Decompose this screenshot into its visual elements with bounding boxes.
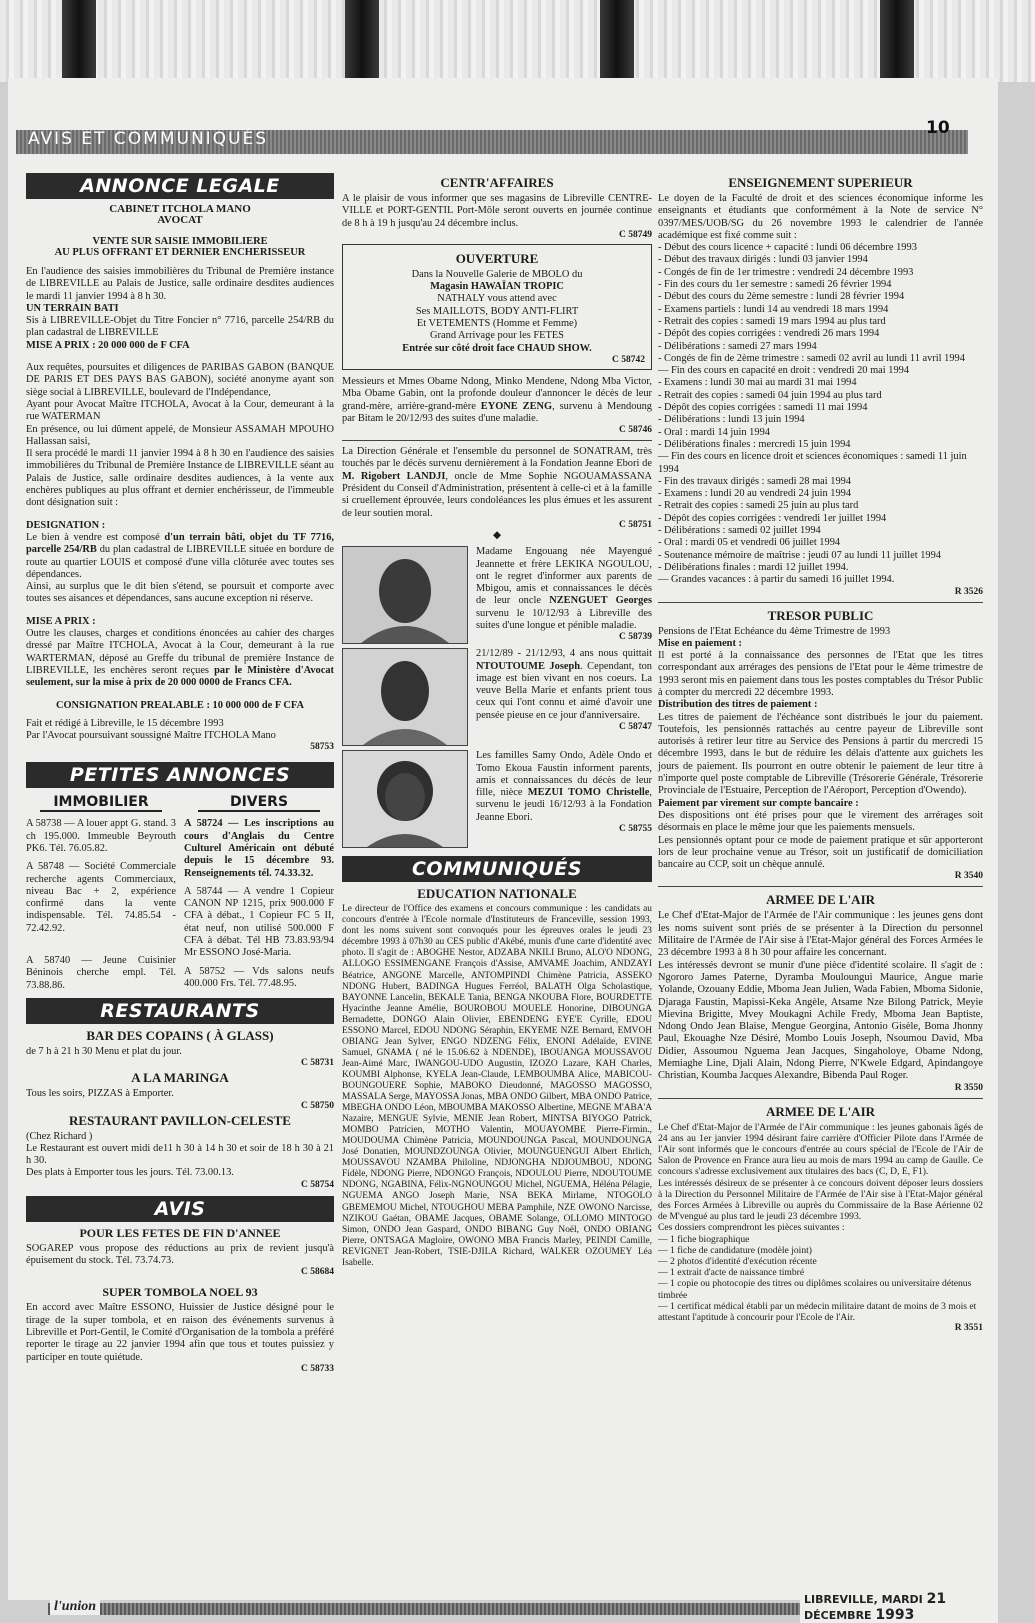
ens-item: - Délibérations finales : mercredi 15 juin 1994 [658, 438, 851, 450]
ens-item: - Dépôt des copies corrigées : vendredi 26 mars 1994 [658, 328, 880, 340]
ouverture-box [342, 244, 652, 370]
photo-notice-text: 21/12/89 - 21/12/93, 4 ans nous quittait NTOUTOUME Joseph. Cependant, ton image est bien vivant en nos coeurs. La veuve Bella Marie et enfants prient tous ceux qui l'ont connu et aimé d'avoir une pensée pieuse en ce jour d'anniversaire. [476, 648, 652, 721]
photo-notice-text: Madame Engouang née Mayengué Jeannette et frère LEKIKA NGOULOU, ont le regret d'informer aux parents de Mbigou, amis et connaissances le décès de leur oncle NZENGUET Georges survenu le 10/12/93 à Libreville des suites d'une longue et pénible maladie. [476, 546, 652, 632]
ens-item: - Fin des travaux dirigés : samedi 28 mai 1994 [658, 475, 852, 487]
par-text: Par l'Avocat poursuivant soussigné Maître ITCHOLA Mano [26, 730, 276, 742]
cabinet-role: AVOCAT [157, 214, 203, 226]
mise-heading: MISE A PRIX : [26, 615, 96, 627]
section-title: AVIS ET COMMUNIQUÉS [28, 129, 269, 149]
list-item: A 58744 — A vendre 1 Copieur CANON NP 1215, prix 900.000 F CFA à débat., 1 Copieur FC 5 II, état neuf, non utilisé 500.000 F CFA à débat. Tél HB 73.83.93/94 Mr ESSONO José-Maria. [184, 885, 334, 959]
armee-ref: R 3551 [954, 1323, 983, 1334]
ens-item: — Grandes vacances : à partir du samedi 16 juillet 1994. [658, 574, 895, 586]
tresor-text: Les pensionnés optant pour ce mode de paiement pratique et sûr apporteront lors de leur prochaine venue au Trésor, soit un justificatif de domiciliation bancaire au CCP, soit un chèque annulé. [658, 834, 983, 871]
list-item: A 58724 — Les inscriptions au cours d'Anglais du Centre Culturel Américain ont débuté depuis le 15 décembre 93. Renseignements tél. 74.33.32. [184, 818, 334, 879]
portrait-icon [343, 649, 467, 745]
education-title: EDUCATION NATIONALE [417, 886, 577, 902]
ouverture-line: NATHALY vous attend avec [437, 293, 557, 305]
cabinet-name: CABINET ITCHOLA MANO [109, 203, 251, 215]
petites-annonces-banner: PETITES ANNONCES [26, 762, 334, 788]
restaurant-text: Tous les soirs, PIZZAS à Emporter. [26, 1088, 174, 1100]
tresor-title: TRESOR PUBLIC [767, 607, 874, 623]
armee-item: — 1 fiche biographique [658, 1233, 750, 1245]
ens-item: - Soutenance mémoire de maîtrise : jeudi 07 au lundi 11 juillet 1994 [658, 549, 941, 561]
photo-notice-ref: C 58739 [619, 632, 652, 643]
armee-item: — 1 extrait d'acte de naissance timbré [658, 1267, 805, 1279]
requetes: Aux requêtes, poursuites et diligences de PARIBAS GABON (BANQUE DE PARIS ET DES PAYS BAS GABON), société anonyme ayant son siège social à LIBREVILLE, boulevard de l'Indépendance, [26, 362, 334, 398]
ouverture-ref: C 58742 [612, 354, 645, 365]
scan-shadow [600, 0, 634, 82]
procede: Il sera procédé le mardi 11 janvier 1994 à 8 h 30 en l'audience des saisies immobilières du Tribunal de Première Instance de LIBREVILLE séant au Palais de Justice, salle ordinaire desdites audiences, à la vente aux enchères publiques au plus offrant et dernier enchérisseur, de l'immeuble dont désignation suit : [26, 448, 334, 509]
terrain-desc: Sis à LIBREVILLE-Objet du Titre Foncier n° 7716, parcelle 254/RB du plan cadastral de LIBREVILLE [26, 315, 334, 339]
deces-ref: C 58746 [619, 425, 652, 436]
photo-notice-text: Les familles Samy Ondo, Adèle Ondo et Tomo Ekoua Faustin informent parents, amis et connaissances du décès de leur fille, nièce MEZUI TOMO Christelle, survenu le jeudi 16/12/93 à la Fondation Jeanne Ebori. [476, 750, 652, 823]
scan-shadow [62, 0, 96, 82]
column-3 [658, 173, 983, 1333]
diamond-separator: ◆ [493, 529, 501, 541]
scan-shadow [345, 0, 379, 82]
restaurant-title: BAR DES COPAINS ( À GLASS) [86, 1027, 274, 1043]
photo-notice-ref: C 58755 [619, 824, 652, 835]
ens-item: - Retrait des copies : samedi 25 juin au plus tard [658, 500, 859, 512]
restaurant-text: (Chez Richard ) Le Restaurant est ouvert midi de11 h 30 à 14 h 30 et soir de 18 h 30 à 21 h 30. Des plats à Emporter tous les jours. Tél. 73.00.13. [26, 1130, 334, 1179]
tombola-ref: C 58733 [301, 1363, 334, 1374]
armee-item: — 1 certificat médical établi par un médecin militaire datant de moins de 3 mois et attestant l'aptitude à concourir pour l'Ecole de l'Air. [658, 1300, 977, 1324]
ens-item: - Délibérations : samedi 27 mars 1994 [658, 340, 817, 352]
ens-item: - Oral : mardi 14 juin 1994 [658, 426, 770, 438]
tresor-intro: Pensions de l'Etat Echéance du 4ème Trimestre de 1993 [658, 625, 891, 637]
ens-item: - Début des cours du 2ème semestre : lundi 28 février 1994 [658, 291, 905, 303]
presence: En présence, ou lui dûment appelé, de Monsieur ASSAMAH MPOUHO Hallassan saisi, [26, 423, 334, 447]
ouverture-line: Magasin HAWAÏAN TROPIC [430, 281, 564, 293]
petites-annonces-columns [26, 792, 334, 992]
armee-text: Ces dossiers comprendront les pièces suivantes : [658, 1222, 845, 1234]
restaurants-banner: RESTAURANTS [26, 998, 334, 1024]
armee-title: ARMEE DE L'AIR [765, 1103, 876, 1119]
restaurant-title: RESTAURANT PAVILLON-CELESTE [69, 1112, 291, 1128]
ouverture-line: Ses MAILLOTS, BODY ANTI-FLIRT [415, 305, 579, 317]
photo-notice [342, 750, 652, 848]
divider [658, 886, 983, 887]
tresor-text: Il est porté à la connaissance des personnes de l'Etat que les titres correspondant aux arrérages des pensions de l'Etat pour le 4ème trimestre de 1993 seront mis en paiement dans tous les postes comptables du Trésor Public à compter du mercredi 22 décembre 1993. [658, 650, 983, 698]
armee-title: ARMEE DE L'AIR [765, 892, 876, 908]
ens-item: - Congés de fin de 2ème trimestre : samedi 02 avril au lundi 11 avril 1994 [658, 352, 965, 364]
ouverture-line: Et VETEMENTS (Homme et Femme) [416, 318, 578, 330]
designation-text: Le bien à vendre est composé d'un terrain bâti, objet du TF 7716, parcelle 254/RB du plan cadastral de LIBREVILLE située en bordure de route au quartier LOUIS et composé d'une villa clôturée avec toutes ses dépendances. [26, 531, 335, 580]
ens-item: - Retrait des copies : samedi 04 juin 1994 au plus tard [658, 389, 882, 401]
consignation: CONSIGNATION PREALABLE : 10 000 000 de F CFA [55, 699, 305, 711]
portrait-icon [343, 547, 467, 643]
tresor-heading: Paiement par virement sur compte bancaire : [658, 797, 859, 809]
annonce-ref: 58753 [310, 742, 334, 753]
armee-item: — 1 copie ou photocopie des titres ou diplômes scolaires ou universitaire détenus timbrée [658, 1278, 972, 1301]
ens-item: - Délibérations finales : mardi 12 juillet 1994. [658, 561, 849, 573]
list-item: A 58752 — Vds salons neufs 400.000 Frs. Tél. 77.48.95. [184, 965, 334, 989]
list-item: A 58740 — Jeune Cuisinier Béninois cherche empl. Tél. 73.88.86. [26, 955, 176, 991]
divider [658, 1098, 983, 1099]
portrait-photo [342, 648, 468, 746]
divider [658, 602, 983, 603]
ens-item: - Examens : lundi 20 au vendredi 24 juin 1994 [658, 488, 852, 500]
restaurant-ref: C 58754 [301, 1179, 334, 1190]
centr-text: A le plaisir de vous informer que ses magasins de Libreville CENTRE-VILLE et PORT-GENTIL Port-Môle seront ouverts en journée continue de 8 h à 19 h jusqu'au 24 décembre inclus. [342, 193, 652, 229]
ouverture-line: Dans la Nouvelle Galerie de MBOLO du [411, 268, 583, 280]
tresor-text: Des dispositions ont été prises pour que le virement des arrérages soit désormais en place le même jour que les paiements mensuels. [658, 809, 983, 834]
ens-item: - Délibérations : lundi 13 juin 1994 [658, 414, 805, 426]
ens-item: - Dépôt des copies corrigées : samedi 11 mai 1994 [658, 402, 868, 414]
ouverture-title: OUVERTURE [455, 250, 539, 266]
armee-text: Le Chef d'Etat-Major de l'Armée de l'Air communique : les jeunes gens dont les noms suivent sont priés de se présenter à la Direction du personnel Militaire de l'Armée de l'Air sise à l'Etat-Major général des Forces Armées le 23 décembre 1993 à 8 h 30 pour affaire les concernant. [658, 910, 983, 959]
ens-ref: R 3526 [954, 586, 983, 597]
ens-item: - Début des cours licence + capacité : lundi 06 décembre 1993 [658, 242, 917, 254]
list-item: A 58748 — Société Commerciale recherche agents Commerciaux, niveau Bac + 2, expérience confirmé dans la vente indispensable. Tél. 74.85.54 - 72.42.92. [26, 861, 176, 934]
mise-a-prix: MISE A PRIX : 20 000 000 de F CFA [26, 339, 190, 351]
armee-item: — 1 fiche de candidature (modèle joint) [658, 1244, 812, 1256]
centr-title: CENTR'AFFAIRES [440, 175, 554, 190]
education-text: Le directeur de l'Office des examens et concours communique : les candidats au concours d'entrée à l'Ecole normale d'Instituteurs de Franceville, session 1993, dont les noms suivent sont convoqués pour les épreuves orales le jeudi 23 décembre 1993 à 07h30 au CES public d'Akébé, munis d'une carte d'identité avec photo. Il s'agit de : ABOGHE Nestor, ADZABA NKILI Bruno, ALO'O NDONG, ALLOGO ESSIMENGANE François d'Assise, AMVAME Joachim, ANDZAYI Béatrice, ANGONE Marcelle, ANTOMPINDI Chimène Patricia, ASSEKO NDONG Hubert, BADINGA Hugues Ferréol, BALATH Olga Scholastique, BAYONNE Lancelin, BEKALE Tania, BENGA NKOUBA Flore, BOURDETTE Hyacinthe Jeanne Amélie, BOUROBOU MOUELE Honorine, DIBOUNGA Bernadette, DONGO Alain Olivier, EBENDENG EYE'E Cyrille, EDOU ESSONO Marcel, EDOU NDONG Séraphin, EKYEME NZE Bernard, EMVOH OBIANG Jean Sylver, ENGO NDZENG Félix, ENONI Adélaïde, EVINE Samuel, GNAMA ( né le 15.06.62 à NDENDE), IBOUANGA MOUSSAVOU Jean-Aimé Marc, IWANGOU-UDO Augustin, IZOZO Lazare, KAH Charles, KOUMBI Alphonse, KYELA Jean-Claude, LEMBOUMBA Alice, MABICOU-BOUNGOUERE Sophie, MABOKO Dieudonné, MAGOSSO MAGOSSO, MASSALA Serge, MAYOSSA Jonas, MBA ONDO Gilbert, MBA ONDO Patrice, MBEGHA ONDO Léon, MBOUMBA MAKOSSO Albertine, MEGNE M'ABA'A Nazaire, MENGUE Sylvie, MENIE Jean Robert, MINTSA BIYOGO Patrick, MOMBO Patricien, MOTHO Valentin, MOUAYOMBE Pierre-Firmin., MOUDOUMA Chimène Patricia, MOUNDOUNGA Pascal, MOUNDOUNGA José Donatien, MOUNDZOUNGA Olivier, MOUNGUENGUI Albert Ehrlich, MOUSSAVOU NZAMBA Philoline, NDJONGHA NDJOUMBOU, NDONG Fidèle, NDONG Pierre, NDONGO François, NDOULOU Pierre, NDOUTOUME NDONG, NGABINA, Félix-NGNOUNGOU Michel, NGUEMA, Héléna Pélagie, NGUEMA ANGO Joseph Marie, NSA BEKA Mirlame, NTOGOLO GBEMEMOU Michel, NTOUGHOU MEBA Pamphile, NZE OWONO Narcisse, NZIKOU Gaétan, OBAME Jacques, OBAME Solange, OLLOMO MINTOGO Simon, ONDO Jean Gaspard, ONDO BIBANG Guy Noël, ONDO OBIANG Pierre, ONTSAGA Magloire, OWONO MBA Francis Marley, PEINDI Camille, REVIGNET Jean-Robert, TSIE-DJILA Richard, WALKER OZOUMEY Léa Isabelle. [342, 904, 652, 1268]
newspaper-logo: l'union [50, 1599, 100, 1615]
tresor-heading: Distribution des titres de paiement : [658, 699, 818, 711]
avis-title: POUR LES FETES DE FIN D'ANNEE [79, 1225, 281, 1240]
vente-title: VENTE SUR SAISIE IMMOBILIERE AU PLUS OFFRANT ET DERNIER ENCHERISSEUR [54, 236, 306, 258]
armee-text: Le Chef d'Etat-Major de l'Armée de l'Air communique : les jeunes gabonais âgés de 24 ans au 1er janvier 1994 désirant faire carrière d'Officier Pilote dans l'Armée de l'Air sont informés que le concours d'entrée au cours spécial de l'Ecole de l'Air de Salon de Provence en France aura lieu au mois de mars 1994 au camp de Gaulle. Ce concours s'adresse exclusivement aux titulaires des bacs (C, D, E, F1). [658, 1121, 983, 1178]
ouverture-line: Entrée sur côté droit face CHAUD SHOW. [402, 342, 592, 354]
ouverture-line: Grand Arrivage pour les FETES [430, 330, 564, 342]
ens-item: - Début des travaux dirigés : lundi 03 janvier 1994 [658, 254, 868, 266]
ens-item: - Examens partiels : lundi 14 au vendredi 18 mars 1994 [658, 303, 889, 315]
armee-ref: R 3550 [954, 1082, 983, 1093]
ens-title: ENSEIGNEMENT SUPERIEUR [728, 175, 913, 190]
portrait-photo [342, 546, 468, 644]
deces-ref: C 58751 [619, 519, 652, 530]
divider [342, 440, 652, 441]
ens-item: - Fin des cours du 1er semestre : samedi 26 février 1994 [658, 279, 892, 291]
tresor-text: Les titres de paiement de l'échéance sont distribués le jour du paiement. Toutefois, les pensionnés rattachés au centre payeur de Libreville sont autorisés à retirer leur titre au Service des Pensions à partir du mercredi 15 décembre 1993, dans le but de réduire les délais d'attente aux guichets les jours de paiement. Ils pourront en outre obtenir le paiement de leur titre à n'importe quel poste comptable de Libreville (Trésorerie Générale, Trésorerie Provinciale de l'Estuaire, Perception de l'Aéroport, Perception d'Owendo). [658, 711, 983, 797]
designation-heading: DESIGNATION : [26, 519, 106, 531]
scan-top-strip [0, 0, 1035, 82]
ens-item: — Fin des cours en capacité en droit : vendredi 20 mai 1994 [658, 365, 910, 377]
centr-ref: C 58749 [619, 229, 652, 240]
ens-item: - Congés de fin de 1er trimestre : vendredi 24 décembre 1993 [658, 266, 914, 278]
portrait-photo [342, 750, 468, 848]
armee-text: Les intéressés devront se munir d'une pièce d'identité scolaire. Il s'agit de : Ngororo James Paterne, Dyramba Mouloungui Maurice, Angue marie Yolande, Ozouany Eddie, Mboma Jean Julien, Wada Fabien, Mboma Sidonie, Djaraga Faustin, Mapissi-Keka Angèle, Atsame Nze Bilong Patrick, Meyie Mievina Brigitte, Mvey Moukagni Achile Fredy, Mboma Jean Baptiste, Ndong Ondo Jean Blaise, Mengue Georgina, Antonio Gisèle, Boma Jhonny Paul, Ekouaghe Nze Désiré, Mombo Louis Joseph, Nsoumou David, Mba Didier, Assoumou Nguema Jean Jacques, Singaholoye, Obame Ndong, Memiaghe Line, Djali Alain, Ndong Pierre, N'Kwele Edgard, Apindangoye Christian, Koumba Jacques Alexandre, Bibenda Paul Roger. [658, 959, 983, 1082]
avis-text: SOGAREP vous propose des réductions au prix de revient jusqu'à épuisement du stock. Tél. 73.74.73. [26, 1242, 334, 1267]
portrait-icon [343, 751, 467, 847]
outre-text: Outre les clauses, charges et conditions énoncées au cahier des charges dressé par Maître ITCHOLA, Avocat à la Cour, demeurant à la rue WARTERMAN, déposé au Greffe du tribunal de première Instance de LIBREVILLE, les enchères seront reçues par le Ministère d'Avocat seulement, sur la mise à prix de 20 000 0000 de Francs CFA. [26, 628, 334, 689]
tresor-heading: Mise en paiement : [658, 637, 742, 649]
fait-text: Fait et rédigé à Libreville, le 15 décembre 1993 [26, 717, 224, 729]
divers-column [184, 792, 334, 992]
tombola-text: En accord avec Maître ESSONO, Huissier de Justice désigné pour le tirage de la super tombola, et en raison des événements survenus à Libreville et Port-Gentil, le Comité d'Organisation de la tombola a préféré reporter le tirage au 22 janvier 1994 afin que tous et toutes puissiez y participer en toute quiétude. [26, 1302, 334, 1363]
deces-notice: La Direction Générale et l'ensemble du personnel de SONATRAM, très touchés par le décès survenu dernièrement à la Fondation Jeanne Ebori de M. Rigobert LANDJI, oncle de Mme Sophie NGOUAMASSANA Président du Conseil d'Administration, présentent à celle-ci et à la famille si cruellement éprouvée, leurs condoléances les plus émues et les assurent de leur soutien moral. [342, 446, 652, 519]
footer-date: LIBREVILLE, MARDI 21 DÉCEMBRE 1993 [800, 1591, 998, 1623]
immobilier-heading: IMMOBILIER [40, 794, 162, 812]
ens-item: - Oral : mardi 05 et vendredi 06 juillet 1994 [658, 537, 841, 549]
divers-heading: DIVERS [198, 794, 320, 812]
terrain-heading: UN TERRAIN BATI [26, 302, 119, 314]
photo-notice-ref: C 58747 [619, 722, 652, 733]
ainsi-text: Ainsi, au surplus que le dit bien s'étend, se poursuit et comporte avec toutes ses aisances et dépendances, sans aucune exception ni réserve. [26, 581, 334, 605]
tresor-ref: R 3540 [954, 871, 983, 882]
ens-item: - Délibérations : samedi 02 juillet 1994 [658, 525, 821, 537]
avis-banner: AVIS [26, 1196, 334, 1222]
annonce-legale-banner: ANNONCE LEGALE [26, 173, 334, 199]
communiques-banner: COMMUNIQUÉS [342, 856, 652, 882]
ens-item: — Fin des cours en licence droit et sciences économiques : samedi 11 juin 1994 [658, 451, 967, 475]
avis-ref: C 58684 [301, 1267, 334, 1278]
restaurant-title: A LA MARINGA [131, 1070, 229, 1086]
armee-item: — 2 photos d'identité d'exécution récente [658, 1256, 817, 1268]
immobilier-column [26, 792, 176, 992]
deces-notice: Messieurs et Mmes Obame Ndong, Minko Mendene, Ndong Mba Victor, Mba Obame Gabin, ont la profonde douleur d'annoncer le décès de leur grand-mère, arrière-grand-mère EYONE ZENG, survenu à Mendoung par Bitam le 20/12/93 des suites d'une maladie. [342, 375, 653, 424]
ens-intro: Le doyen de la Faculté de droit et des sciences économique informe les enseignants et étudiants que conformément à la Note de service N° 0397/MES/UOB/SG du 26 novembre 1993 le calendrier de l'année académique est fixé comme suit : [658, 193, 983, 241]
column-1 [26, 173, 334, 1374]
tombola-title: SUPER TOMBOLA NOEL 93 [102, 1285, 258, 1300]
newspaper-sheet [8, 78, 998, 1623]
armee-text: Les intéressés désireux de se présenter à ce concours doivent déposer leurs dossiers à la Direction du Personnel Militaire de l'Armée de l'Air sise à l'Etat-Major général des Forces Armées à Libreville ou auprès du Commissaire de la Base Aérienne 02 de M'vengué au plus tard le jeudi 23 décembre 1993. [658, 1177, 983, 1223]
restaurant-ref: C 58731 [301, 1058, 334, 1069]
restaurant-text: de 7 h à 21 h 30 Menu et plat du jour. [26, 1045, 182, 1057]
avocat-info: Ayant pour Avocat Maître ITCHOLA, Avocat à la Cour, demeurant à la rue WATERMAN [26, 398, 334, 423]
list-item: A 58738 — A louer appt G. stand. 3 ch 195.000. Immeuble Beyrouth PK6. Tél. 76.05.82. [26, 818, 176, 854]
photo-notice [342, 648, 652, 746]
ens-item: - Retrait des copies : samedi 19 mars 1994 au plus tard [658, 315, 886, 327]
column-2 [342, 173, 652, 1269]
photo-notice [342, 546, 652, 644]
page-number: 10 [926, 118, 950, 138]
restaurant-ref: C 58750 [301, 1100, 334, 1111]
ens-item: - Dépôt des copies corrigées : vendredi 1er juillet 1994 [658, 512, 887, 524]
annonce-intro: En l'audience des saisies immobilières du Tribunal de Première instance de LIBREVILLE au Palais de Justice, salle ordinaire desdites audiences le mardi 11 janvier 1994 à 8 h 30. [26, 266, 334, 302]
ens-item: - Examens : lundi 30 mai au mardi 31 mai 1994 [658, 377, 857, 389]
scan-shadow [880, 0, 914, 82]
